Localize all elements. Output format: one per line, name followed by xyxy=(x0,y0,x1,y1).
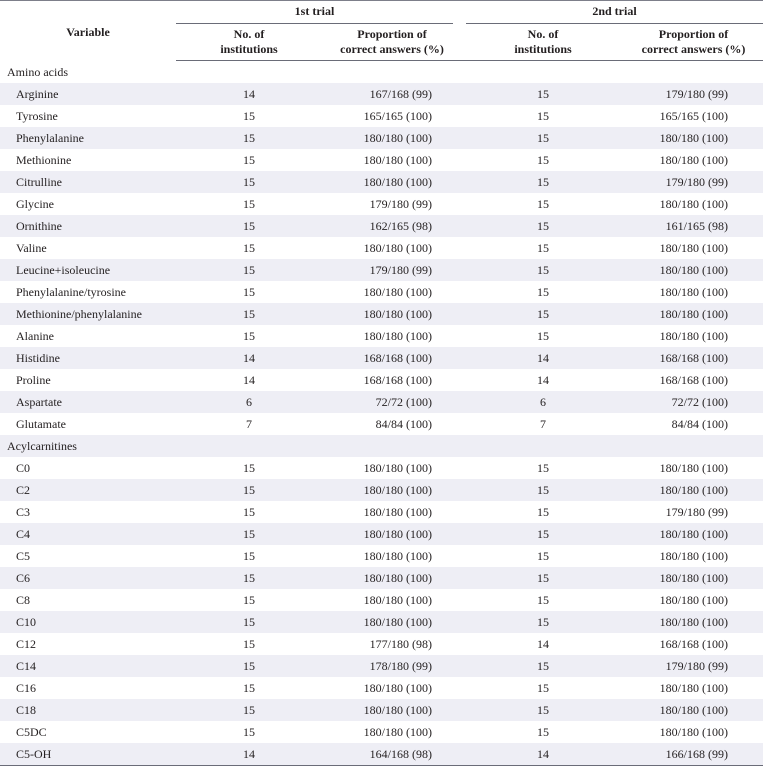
trial1-institutions: 15 xyxy=(176,655,322,677)
trial1-institutions-header: No. of institutions xyxy=(176,24,322,61)
trial2-proportion: 168/168 (100) xyxy=(659,637,728,651)
variable-header: Variable xyxy=(66,24,110,39)
table-row xyxy=(0,743,763,766)
trial2-proportion: 180/180 (100) xyxy=(624,567,763,589)
trial1-proportion: 168/168 (100) xyxy=(322,347,462,369)
row-label: C5-OH xyxy=(0,743,176,766)
table-row xyxy=(0,105,763,127)
trial2-proportion: 180/180 (100) xyxy=(659,329,728,343)
trial1-proportion: 165/165 (100) xyxy=(363,109,432,123)
trial2-institutions: 14 xyxy=(462,347,624,369)
table-row xyxy=(0,193,763,215)
trial2-institutions: 15 xyxy=(537,505,549,519)
trial2-institutions: 15 xyxy=(462,83,624,105)
row-label: Citrulline xyxy=(0,171,176,193)
trial2-proportion: 179/180 (99) xyxy=(624,171,763,193)
trial2-proportion: 84/84 (100) xyxy=(671,417,728,431)
row-label: Arginine xyxy=(0,83,176,105)
row-label: Phenylalanine/tyrosine xyxy=(16,285,126,299)
trial1-institutions: 15 xyxy=(243,681,255,695)
table-row xyxy=(0,325,763,347)
trial1-institutions: 15 xyxy=(176,259,322,281)
table-row xyxy=(0,171,763,193)
trial2-proportion: 180/180 (100) xyxy=(659,197,728,211)
table-row xyxy=(0,721,763,743)
trial1-institutions: 15 xyxy=(243,461,255,475)
section-label: Acylcarnitines xyxy=(0,435,763,457)
table-row xyxy=(0,523,763,545)
row-label: C4 xyxy=(0,523,176,545)
trial1-proportion: 180/180 (100) xyxy=(322,479,462,501)
trial1-proportion: 72/72 (100) xyxy=(322,391,462,413)
table-row xyxy=(0,281,763,303)
row-label: Leucine+isoleucine xyxy=(0,259,176,281)
table-row xyxy=(0,391,763,413)
trial1-header-label: 1st trial xyxy=(176,4,453,24)
table-row xyxy=(0,479,763,501)
trial2-institutions: 15 xyxy=(537,329,549,343)
row-label: C14 xyxy=(0,655,176,677)
table-row xyxy=(0,303,763,325)
table-row xyxy=(0,501,763,523)
trial2-proportion: 161/165 (98) xyxy=(624,215,763,237)
trial2-institutions: 15 xyxy=(537,461,549,475)
trial1-proportion: 180/180 (100) xyxy=(322,567,462,589)
trial1-header xyxy=(176,1,462,25)
table-row xyxy=(0,457,763,479)
trial2-proportion: 180/180 (100) xyxy=(659,241,728,255)
table-row xyxy=(0,633,763,655)
trial2-proportion: 179/180 (99) xyxy=(665,505,728,519)
row-label: Methionine xyxy=(16,153,72,167)
row-label: C6 xyxy=(0,567,176,589)
trial1-proportion: 180/180 (100) xyxy=(322,171,462,193)
trial2-proportion: 168/168 (100) xyxy=(659,373,728,387)
trial2-institutions: 14 xyxy=(462,743,624,766)
trial2-proportion: 180/180 (100) xyxy=(659,461,728,475)
trial2-institutions-header: No. of institutions xyxy=(462,24,624,61)
trial2-institutions: 15 xyxy=(462,171,624,193)
trial1-institutions: 15 xyxy=(176,699,322,721)
trial2-institutions: 15 xyxy=(462,215,624,237)
trial2-institutions: 15 xyxy=(462,303,624,325)
trial1-institutions: 15 xyxy=(243,241,255,255)
trial2-proportion: 180/180 (100) xyxy=(659,593,728,607)
trial2-institutions: 7 xyxy=(540,417,546,431)
trial1-institutions: 15 xyxy=(176,523,322,545)
row-label: C5DC xyxy=(16,725,47,739)
row-label: Proline xyxy=(16,373,51,387)
row-label: C5 xyxy=(16,549,31,563)
trial2-institutions: 15 xyxy=(537,725,549,739)
trial2-proportion: 180/180 (100) xyxy=(624,303,763,325)
trial1-proportion: 179/180 (99) xyxy=(369,197,432,211)
trial1-proportion: 180/180 (100) xyxy=(363,285,432,299)
trial2-institutions: 15 xyxy=(462,127,624,149)
trial1-proportion: 179/180 (99) xyxy=(322,259,462,281)
trial1-proportion: 180/180 (100) xyxy=(322,523,462,545)
trial2-institutions: 15 xyxy=(462,523,624,545)
trial2-proportion: 168/168 (100) xyxy=(624,347,763,369)
trial1-proportion: 180/180 (100) xyxy=(322,699,462,721)
trial2-institutions: 15 xyxy=(537,681,549,695)
trial1-institutions: 15 xyxy=(176,567,322,589)
trial1-institutions: 15 xyxy=(176,215,322,237)
trial2-proportion: 180/180 (100) xyxy=(624,699,763,721)
trial2-proportion: 180/180 (100) xyxy=(659,681,728,695)
trial2-institutions: 15 xyxy=(462,479,624,501)
trial1-proportion-header: Proportion of correct answers (%) xyxy=(322,24,462,61)
table-header xyxy=(0,1,763,61)
table-row xyxy=(0,237,763,259)
row-label: Aspartate xyxy=(0,391,176,413)
trial1-institutions: 15 xyxy=(243,549,255,563)
table-row xyxy=(0,83,763,105)
trial2-proportion: 180/180 (100) xyxy=(624,259,763,281)
table-row xyxy=(0,149,763,171)
trial2-institutions: 15 xyxy=(537,153,549,167)
trial2-proportion: 179/180 (99) xyxy=(624,655,763,677)
table-row xyxy=(0,259,763,281)
row-label: C10 xyxy=(0,611,176,633)
trial1-institutions: 15 xyxy=(176,611,322,633)
row-label: C16 xyxy=(16,681,37,695)
row-label: Alanine xyxy=(16,329,54,343)
trial1-proportion: 180/180 (100) xyxy=(322,611,462,633)
trial2-proportion: 180/180 (100) xyxy=(659,549,728,563)
trial1-proportion: 180/180 (100) xyxy=(363,153,432,167)
trial1-institutions: 15 xyxy=(243,505,255,519)
trial2-institutions: 15 xyxy=(462,259,624,281)
trial1-institutions: 15 xyxy=(176,171,322,193)
trial1-institutions: 15 xyxy=(243,637,255,651)
row-label: Histidine xyxy=(0,347,176,369)
trial1-institutions: 6 xyxy=(176,391,322,413)
trial2-proportion: 166/168 (99) xyxy=(624,743,763,766)
trial2-proportion: 180/180 (100) xyxy=(624,611,763,633)
table-row xyxy=(0,677,763,699)
trial2-institutions: 15 xyxy=(537,197,549,211)
row-label: C12 xyxy=(16,637,37,651)
trial1-proportion: 180/180 (100) xyxy=(322,127,462,149)
trial1-institutions: 7 xyxy=(246,417,252,431)
trial2-institutions: 15 xyxy=(462,611,624,633)
trial2-institutions: 15 xyxy=(462,699,624,721)
trial1-institutions: 15 xyxy=(243,109,255,123)
trial2-institutions: 14 xyxy=(537,373,549,387)
trial1-institutions: 14 xyxy=(243,373,255,387)
trial2-proportion-header: Proportion of correct answers (%) xyxy=(624,24,763,61)
trial1-institutions: 15 xyxy=(176,479,322,501)
row-label: Glycine xyxy=(16,197,54,211)
trial2-proportion: 165/165 (100) xyxy=(659,109,728,123)
trial2-proportion: 72/72 (100) xyxy=(624,391,763,413)
table-row xyxy=(0,215,763,237)
trial1-institutions: 15 xyxy=(243,153,255,167)
trial1-proportion: 180/180 (100) xyxy=(363,241,432,255)
trial1-proportion: 164/168 (98) xyxy=(322,743,462,766)
row-label: Phenylalanine xyxy=(0,127,176,149)
row-label: Methionine/phenylalanine xyxy=(0,303,176,325)
trial2-institutions: 15 xyxy=(537,549,549,563)
trial2-proportion: 179/180 (99) xyxy=(624,83,763,105)
trial1-institutions: 15 xyxy=(243,593,255,607)
trial1-institutions: 15 xyxy=(243,725,255,739)
trial2-institutions: 6 xyxy=(462,391,624,413)
trial2-institutions: 15 xyxy=(537,285,549,299)
row-label: Valine xyxy=(16,241,47,255)
trial1-proportion: 162/165 (98) xyxy=(322,215,462,237)
trial2-proportion: 180/180 (100) xyxy=(659,725,728,739)
trial2-institutions: 15 xyxy=(537,593,549,607)
trial2-proportion: 180/180 (100) xyxy=(624,127,763,149)
trial2-header xyxy=(462,1,763,25)
trial1-institutions: 14 xyxy=(176,83,322,105)
trial1-proportion: 180/180 (100) xyxy=(363,549,432,563)
table-row xyxy=(0,369,763,391)
trial1-institutions: 15 xyxy=(176,127,322,149)
row-label: Glutamate xyxy=(16,417,66,431)
trial2-institutions: 15 xyxy=(462,655,624,677)
trial1-proportion: 180/180 (100) xyxy=(322,303,462,325)
trial1-proportion: 180/180 (100) xyxy=(363,329,432,343)
trial1-institutions: 15 xyxy=(243,285,255,299)
trial2-institutions: 14 xyxy=(537,637,549,651)
table-row xyxy=(0,545,763,567)
row-label: C3 xyxy=(16,505,31,519)
row-label: Ornithine xyxy=(0,215,176,237)
table-row xyxy=(0,655,763,677)
trial2-institutions: 15 xyxy=(462,567,624,589)
trial2-header-label: 2nd trial xyxy=(466,4,763,24)
table-row xyxy=(0,347,763,369)
trial1-proportion: 168/168 (100) xyxy=(363,373,432,387)
table-row xyxy=(0,567,763,589)
row-label: C0 xyxy=(16,461,31,475)
row-label: C18 xyxy=(0,699,176,721)
section-row xyxy=(0,61,763,84)
table-row xyxy=(0,413,763,435)
table-row xyxy=(0,589,763,611)
trial1-institutions: 15 xyxy=(243,197,255,211)
section-row xyxy=(0,435,763,457)
trial2-proportion: 180/180 (100) xyxy=(624,479,763,501)
table-row xyxy=(0,611,763,633)
trial1-institutions: 15 xyxy=(243,329,255,343)
trial2-proportion: 180/180 (100) xyxy=(659,153,728,167)
trial1-institutions: 15 xyxy=(176,303,322,325)
trial1-proportion: 177/180 (98) xyxy=(369,637,432,651)
trial1-proportion: 180/180 (100) xyxy=(363,681,432,695)
trial2-proportion: 180/180 (100) xyxy=(659,285,728,299)
trial1-proportion: 180/180 (100) xyxy=(363,725,432,739)
trial1-proportion: 167/168 (99) xyxy=(322,83,462,105)
table-body xyxy=(0,61,763,766)
row-label: Tyrosine xyxy=(16,109,58,123)
table-row xyxy=(0,127,763,149)
row-label: C8 xyxy=(16,593,31,607)
trial1-proportion: 180/180 (100) xyxy=(363,593,432,607)
section-label: Amino acids xyxy=(7,65,68,79)
row-label: C2 xyxy=(0,479,176,501)
trial1-institutions: 14 xyxy=(176,347,322,369)
trial1-proportion: 178/180 (99) xyxy=(322,655,462,677)
trial2-proportion: 180/180 (100) xyxy=(624,523,763,545)
table-row xyxy=(0,699,763,721)
trial1-proportion: 180/180 (100) xyxy=(363,505,432,519)
trial2-institutions: 15 xyxy=(537,109,549,123)
trial2-institutions: 15 xyxy=(537,241,549,255)
trial1-proportion: 180/180 (100) xyxy=(363,461,432,475)
trial1-institutions: 14 xyxy=(176,743,322,766)
trial1-proportion: 84/84 (100) xyxy=(375,417,432,431)
